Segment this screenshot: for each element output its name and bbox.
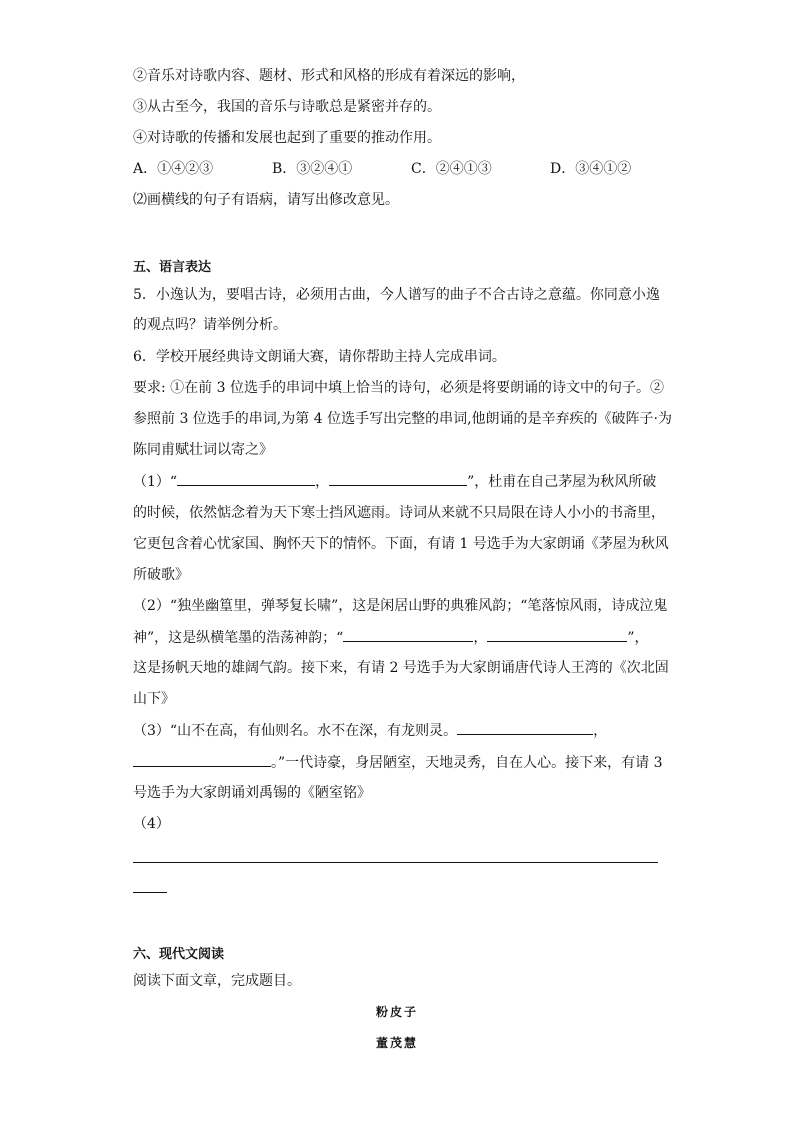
section-6-heading: 六、现代文阅读 (133, 947, 225, 962)
section-5-heading: 五、语言表达 (133, 260, 212, 275)
part-1-comma: ， (315, 474, 330, 490)
part-4-answer-line-end[interactable] (133, 892, 167, 893)
part-2-suffix: ”， (627, 630, 649, 646)
q4-sub-question-2: ⑵画横线的句子有语病，请写出修改意见。 (133, 192, 399, 208)
part-3-prefix: （3）“山不在高，有仙则名。水不在深，有龙则灵。 (133, 723, 458, 739)
answer-blank[interactable] (329, 471, 467, 486)
part-2-line-3: 这是扬帆天地的雄阔气韵。接下来，有请 2 号选手为大家朗诵唐代诗人王湾的《次北固 (133, 660, 669, 676)
part-3-line-3: 号选手为大家朗诵刘禹锡的《陋室铭》 (133, 785, 371, 801)
answer-blank[interactable] (177, 471, 315, 486)
option-d[interactable]: D．③④①② (550, 161, 632, 177)
part-2-line-4: 山下》 (133, 691, 175, 707)
part-2-line-1: （2）“独坐幽篁里，弹琴复长啸”，这是闲居山野的典雅风韵；“笔落惊风雨，诗成泣鬼 (133, 598, 668, 614)
part-3-line-1 (133, 720, 607, 741)
part-1-line-1 (133, 471, 656, 492)
part-3-line-2 (133, 752, 663, 773)
q6-text-line-1: 6．学校开展经典诗文朗诵大赛，请你帮助主持人完成串词。 (133, 349, 506, 365)
part-3-comma: ， (593, 723, 608, 739)
option-a[interactable]: A．①④②③ (133, 161, 214, 177)
option-c[interactable]: C．②④①③ (411, 161, 492, 177)
part-2-prefix: 神”，这是纵横笔墨的浩荡神韵；“ (133, 630, 344, 646)
q6-requirement-line-3: 陈同甫赋壮词以寄之》 (133, 442, 273, 458)
part-1-line-2: 的时候，依然惦念着为天下寒士挡风遮雨。诗词从来就不只局限在诗人小小的书斋里， (133, 505, 665, 521)
answer-blank[interactable] (133, 752, 271, 767)
article-author: 董茂慧 (375, 1036, 418, 1050)
part-3-line-2-text: 。”一代诗豪，身居陋室，天地灵秀，自在人心。接下来，有请 3 (271, 755, 663, 771)
article-title: 粉皮子 (375, 1005, 418, 1019)
answer-blank[interactable] (343, 627, 473, 642)
part-1-rest: ”，杜甫在自己茅屋为秋风所破 (467, 474, 657, 490)
part-4-answer-line[interactable] (133, 862, 658, 863)
option-b[interactable]: B．③②④① (272, 161, 353, 177)
part-2-comma: ， (473, 630, 488, 646)
part-1-prefix: （1）“ (133, 474, 178, 490)
q4-item-2: ②音乐对诗歌内容、题材、形式和风格的形成有着深远的影响， (133, 68, 525, 84)
answer-blank[interactable] (487, 627, 627, 642)
part-1-line-3: 它更包含着心忧家国、胸怀天下的情怀。下面，有请 1 号选手为大家朗诵《茅屋为秋风 (133, 536, 669, 552)
part-4-label: （4） (133, 816, 170, 832)
q4-item-4: ④对诗歌的传播和发展也起到了重要的推动作用。 (133, 130, 441, 146)
q5-text-line-1: 5．小逸认为，要唱古诗，必须用古曲，今人谱写的曲子不合古诗之意蕴。你同意小逸 (133, 287, 660, 303)
section-6-instruction: 阅读下面文章，完成题目。 (133, 973, 301, 989)
part-1-line-4: 所破歌》 (133, 567, 189, 583)
q6-requirement-line-1: 要求: ①在前 3 位选手的串词中填上恰当的诗句，必须是将要朗诵的诗文中的句子。② (133, 380, 664, 396)
q5-text-line-2: 的观点吗？请举例分析。 (133, 317, 287, 333)
part-2-line-2 (133, 627, 649, 648)
q6-requirement-line-2: 参照前 3 位选手的串词,为第 4 位选手写出完整的串词,他朗诵的是辛弃疾的《破阵子·为 (133, 411, 672, 427)
q4-item-3: ③从古至今，我国的音乐与诗歌总是紧密并存的。 (133, 99, 441, 115)
answer-blank[interactable] (457, 720, 593, 735)
q4-options (133, 159, 631, 179)
